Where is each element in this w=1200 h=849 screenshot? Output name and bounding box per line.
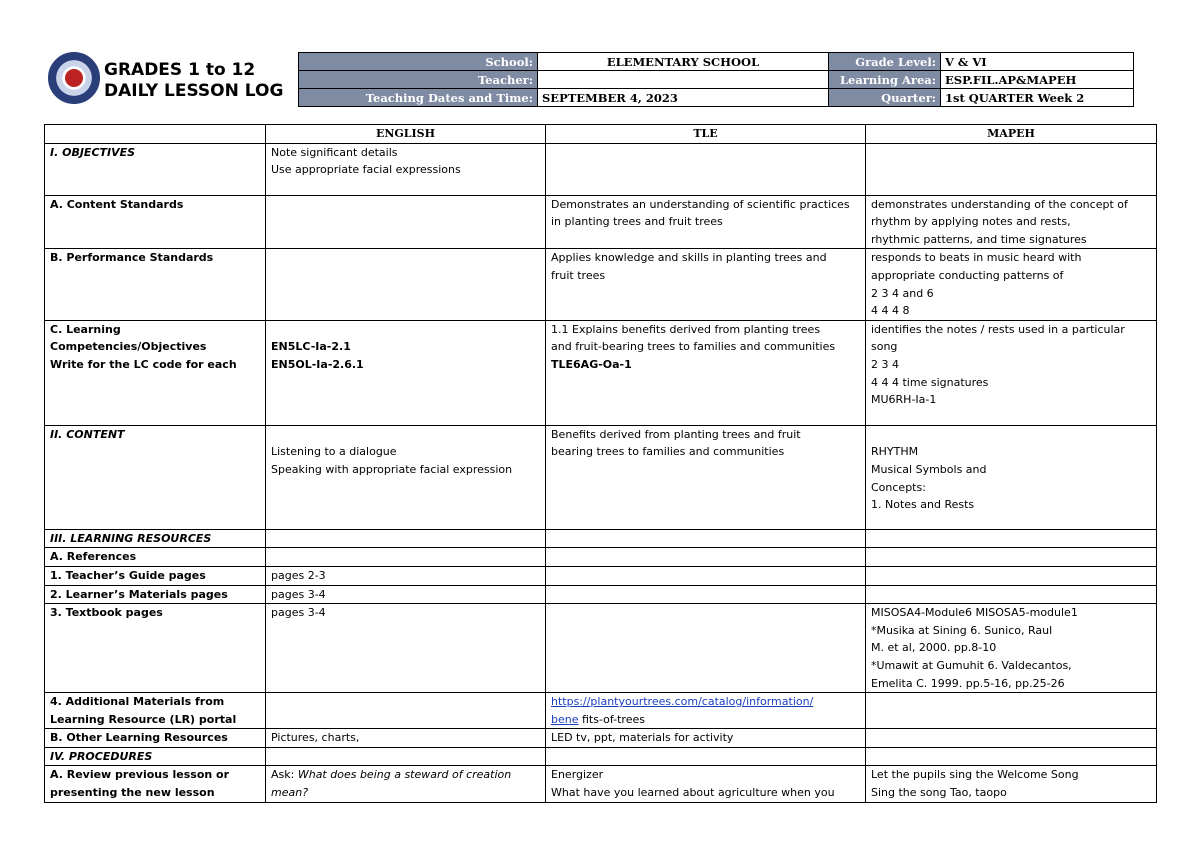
table-row [45,195,1157,249]
english-ask-prefix: Ask: [271,768,298,782]
resource-link[interactable]: https://plantyourtrees.com/catalog/information/ [551,695,814,709]
row-label: B. Performance Standards [45,249,266,320]
mapeh-cell [866,143,1157,195]
tle-cell: Applies knowledge and skills in planting trees and fruit trees [546,249,866,320]
table-row [45,729,1157,748]
mapeh-cell: identifies the notes / rests used in a particular song 2 3 4 4 4 4 time signatures MU6RH-Ia-1 [866,320,1157,425]
tle-cell [546,747,866,766]
table-row [45,548,1157,567]
tle-cell [546,548,866,567]
mapeh-cell [866,693,1157,729]
english-cell: pages 2-3 [266,566,546,585]
tle-cell [546,320,866,425]
tle-cell [546,604,866,693]
lesson-log-table [44,124,1157,803]
mapeh-cell: MISOSA4-Module6 MISOSA5-module1 *Musika at Sining 6. Sunico, Raul M. et al, 2000. pp.8-10 *Umawit at Gumuhit 6. Valdecantos, Emelita C. 1999. pp.5-16, pp.25-26 [866,604,1157,693]
table-row [45,766,1157,802]
row-label: 1. Teacher’s Guide pages [45,566,266,585]
english-cell: Pictures, charts, [266,729,546,748]
title-line-2: DAILY LESSON LOG [104,81,284,101]
english-cell: pages 3-4 [266,604,546,693]
learning-area-label: Learning Area: [829,71,941,89]
column-header-row [45,125,1157,144]
school-value: ELEMENTARY SCHOOL [538,53,829,71]
tle-cell [546,566,866,585]
tle-cell: Demonstrates an understanding of scientific practices in planting trees and fruit trees [546,195,866,249]
row-label: III. LEARNING RESOURCES [45,529,266,548]
english-cell [266,249,546,320]
table-row [45,566,1157,585]
table-row [45,604,1157,693]
mapeh-cell [866,729,1157,748]
row-label: I. OBJECTIVES [45,143,266,195]
table-row [45,693,1157,729]
row-label: A. Content Standards [45,195,266,249]
teacher-value [538,71,829,89]
learning-area-value: ESP.FIL.AP&MAPEH [941,71,1134,89]
english-cell [266,195,546,249]
english-cell [266,747,546,766]
tle-cell [546,693,866,729]
row-label: A. Review previous lesson or presenting the new lesson [45,766,266,802]
row-label: II. CONTENT [45,425,266,529]
tle-cell [546,143,866,195]
tle-cell [546,529,866,548]
teacher-label: Teacher: [299,71,538,89]
title-line-1: GRADES 1 to 12 [104,60,256,80]
english-cell: pages 3-4 [266,585,546,604]
row-label: 4. Additional Materials from Learning Resource (LR) portal [45,693,266,729]
mapeh-cell: responds to beats in music heard with appropriate conducting patterns of 2 3 4 and 6 4 4 4 8 [866,249,1157,320]
english-cell: Note significant details Use appropriate facial expressions [266,143,546,195]
english-cell [266,693,546,729]
english-cell [266,766,546,802]
row-label: IV. PROCEDURES [45,747,266,766]
mapeh-cell [866,585,1157,604]
row-label: 3. Textbook pages [45,604,266,693]
table-row [45,143,1157,195]
column-header-english: ENGLISH [266,125,546,144]
tle-cell: Benefits derived from planting trees and fruit bearing trees to families and communities [546,425,866,529]
row-label: B. Other Learning Resources [45,729,266,748]
table-row [45,529,1157,548]
document-title [104,60,283,102]
tle-objective-text: 1.1 Explains benefits derived from planting trees and fruit-bearing trees to families and communities [551,322,836,354]
table-row [45,249,1157,320]
mapeh-cell: RHYTHM Musical Symbols and Concepts: 1. Notes and Rests [866,425,1157,529]
table-row [45,747,1157,766]
column-header-mapeh: MAPEH [866,125,1157,144]
english-cell [266,529,546,548]
english-cell: EN5LC-Ia-2.1 EN5OL-Ia-2.6.1 [266,320,546,425]
mapeh-cell [866,747,1157,766]
header [44,50,1156,108]
header-info-table [298,52,1134,107]
english-ask-question: What does being a steward of creation mean? [271,768,512,800]
tle-cell: LED tv, ppt, materials for activity [546,729,866,748]
mapeh-cell [866,548,1157,567]
row-label: 2. Learner’s Materials pages [45,585,266,604]
tle-cell [546,585,866,604]
table-row [45,425,1157,529]
resource-link-continued[interactable]: bene [551,712,579,726]
column-header-tle: TLE [546,125,866,144]
mapeh-cell: Let the pupils sing the Welcome Song Sing the song Tao, taopo [866,766,1157,802]
row-label: C. Learning Competencies/Objectives Write for the LC code for each [45,320,266,425]
mapeh-cell [866,566,1157,585]
mapeh-cell: demonstrates understanding of the concept of rhythm by applying notes and rests, rhythmic patterns, and time signatures [866,195,1157,249]
row-label: A. References [45,548,266,567]
english-cell: Listening to a dialogue Speaking with appropriate facial expression [266,425,546,529]
resource-link-suffix: fits-of-trees [582,712,645,726]
school-label: School: [299,53,538,71]
grade-level-value: V & VI [941,53,1134,71]
tle-lc-code: TLE6AG-Oa-1 [551,357,632,371]
table-row [45,320,1157,425]
deped-seal-icon [48,52,100,104]
tle-cell: Energizer What have you learned about agriculture when you [546,766,866,802]
grade-level-label: Grade Level: [829,53,941,71]
table-row [45,585,1157,604]
english-cell [266,548,546,567]
quarter-value: 1st QUARTER Week 2 [941,89,1134,107]
quarter-label: Quarter: [829,89,941,107]
teaching-dates-value: SEPTEMBER 4, 2023 [538,89,829,107]
column-header-label [45,125,266,144]
teaching-dates-label: Teaching Dates and Time: [299,89,538,107]
mapeh-cell [866,529,1157,548]
